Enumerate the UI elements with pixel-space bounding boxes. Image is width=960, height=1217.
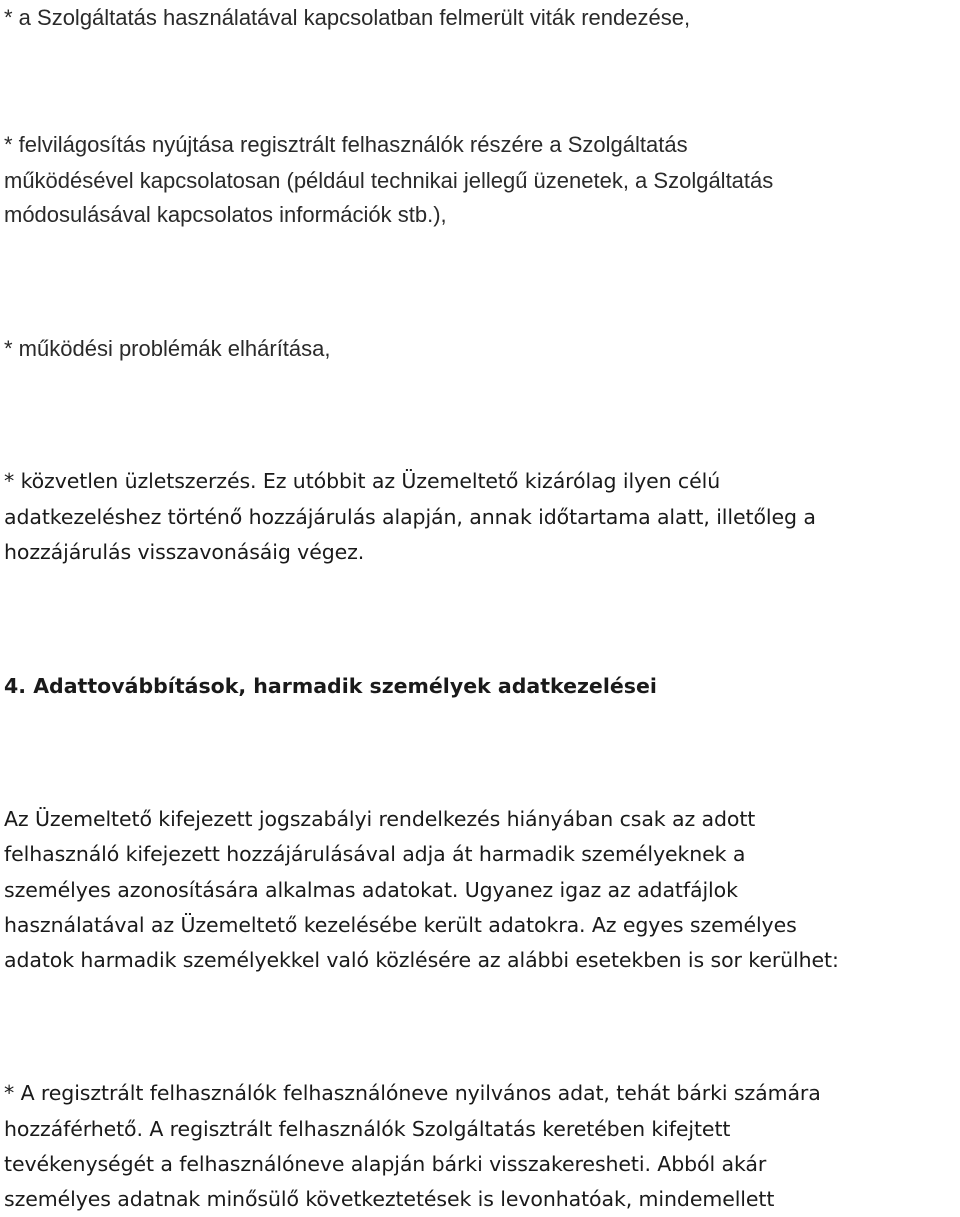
transfer-paragraph-line-5: adatok harmadik személyekkel való közlésére az alábbi esetekben is sor kerülhet: xyxy=(4,948,839,972)
transfer-paragraph-line-1: Az Üzemeltető kifejezett jogszabályi rendelkezés hiányában csak az adott xyxy=(4,807,756,831)
bullet-username-line-1: * A regisztrált felhasználók felhasználóneve nyilvános adat, tehát bárki számára xyxy=(4,1081,821,1105)
bullet-direct-marketing-line-1: * közvetlen üzletszerzés. Ez utóbbit az Üzemeltető kizárólag ilyen célú xyxy=(4,469,721,493)
transfer-paragraph-line-3: személyes azonosítására alkalmas adatokat. Ugyanez igaz az adatfájlok xyxy=(4,878,738,902)
section-heading: 4. Adattovábbítások, harmadik személyek adatkezelései xyxy=(4,674,657,698)
bullet-operational-problems: * működési problémák elhárítása, xyxy=(4,336,331,361)
bullet-username-line-4: személyes adatnak minősülő következtetések is levonhatóak, mindemellett xyxy=(4,1187,775,1211)
bullet-direct-marketing-line-3: hozzájárulás visszavonásáig végez. xyxy=(4,540,365,564)
bullet-username-line-3: tevékenységét a felhasználóneve alapján bárki visszakeresheti. Abból akár xyxy=(4,1152,767,1176)
transfer-paragraph-line-4: használatával az Üzemeltető kezelésébe került adatokra. Az egyes személyes xyxy=(4,913,797,937)
bullet-dispute-resolution: * a Szolgáltatás használatával kapcsolatban felmerült viták rendezése, xyxy=(4,5,691,30)
bullet-username-line-2: hozzáférhető. A regisztrált felhasználók Szolgáltatás keretében kifejtett xyxy=(4,1117,731,1141)
bullet-information-line-1: * felvilágosítás nyújtása regisztrált felhasználók részére a Szolgáltatás xyxy=(4,132,688,157)
bullet-direct-marketing-line-2: adatkezeléshez történő hozzájárulás alapján, annak időtartama alatt, illetőleg a xyxy=(4,505,816,529)
transfer-paragraph-line-2: felhasználó kifejezett hozzájárulásával adja át harmadik személyeknek a xyxy=(4,842,746,866)
bullet-information-line-2: működésével kapcsolatosan (például technikai jellegű üzenetek, a Szolgáltatás xyxy=(4,168,774,193)
bullet-information-line-3: módosulásával kapcsolatos információk stb.), xyxy=(4,202,447,227)
